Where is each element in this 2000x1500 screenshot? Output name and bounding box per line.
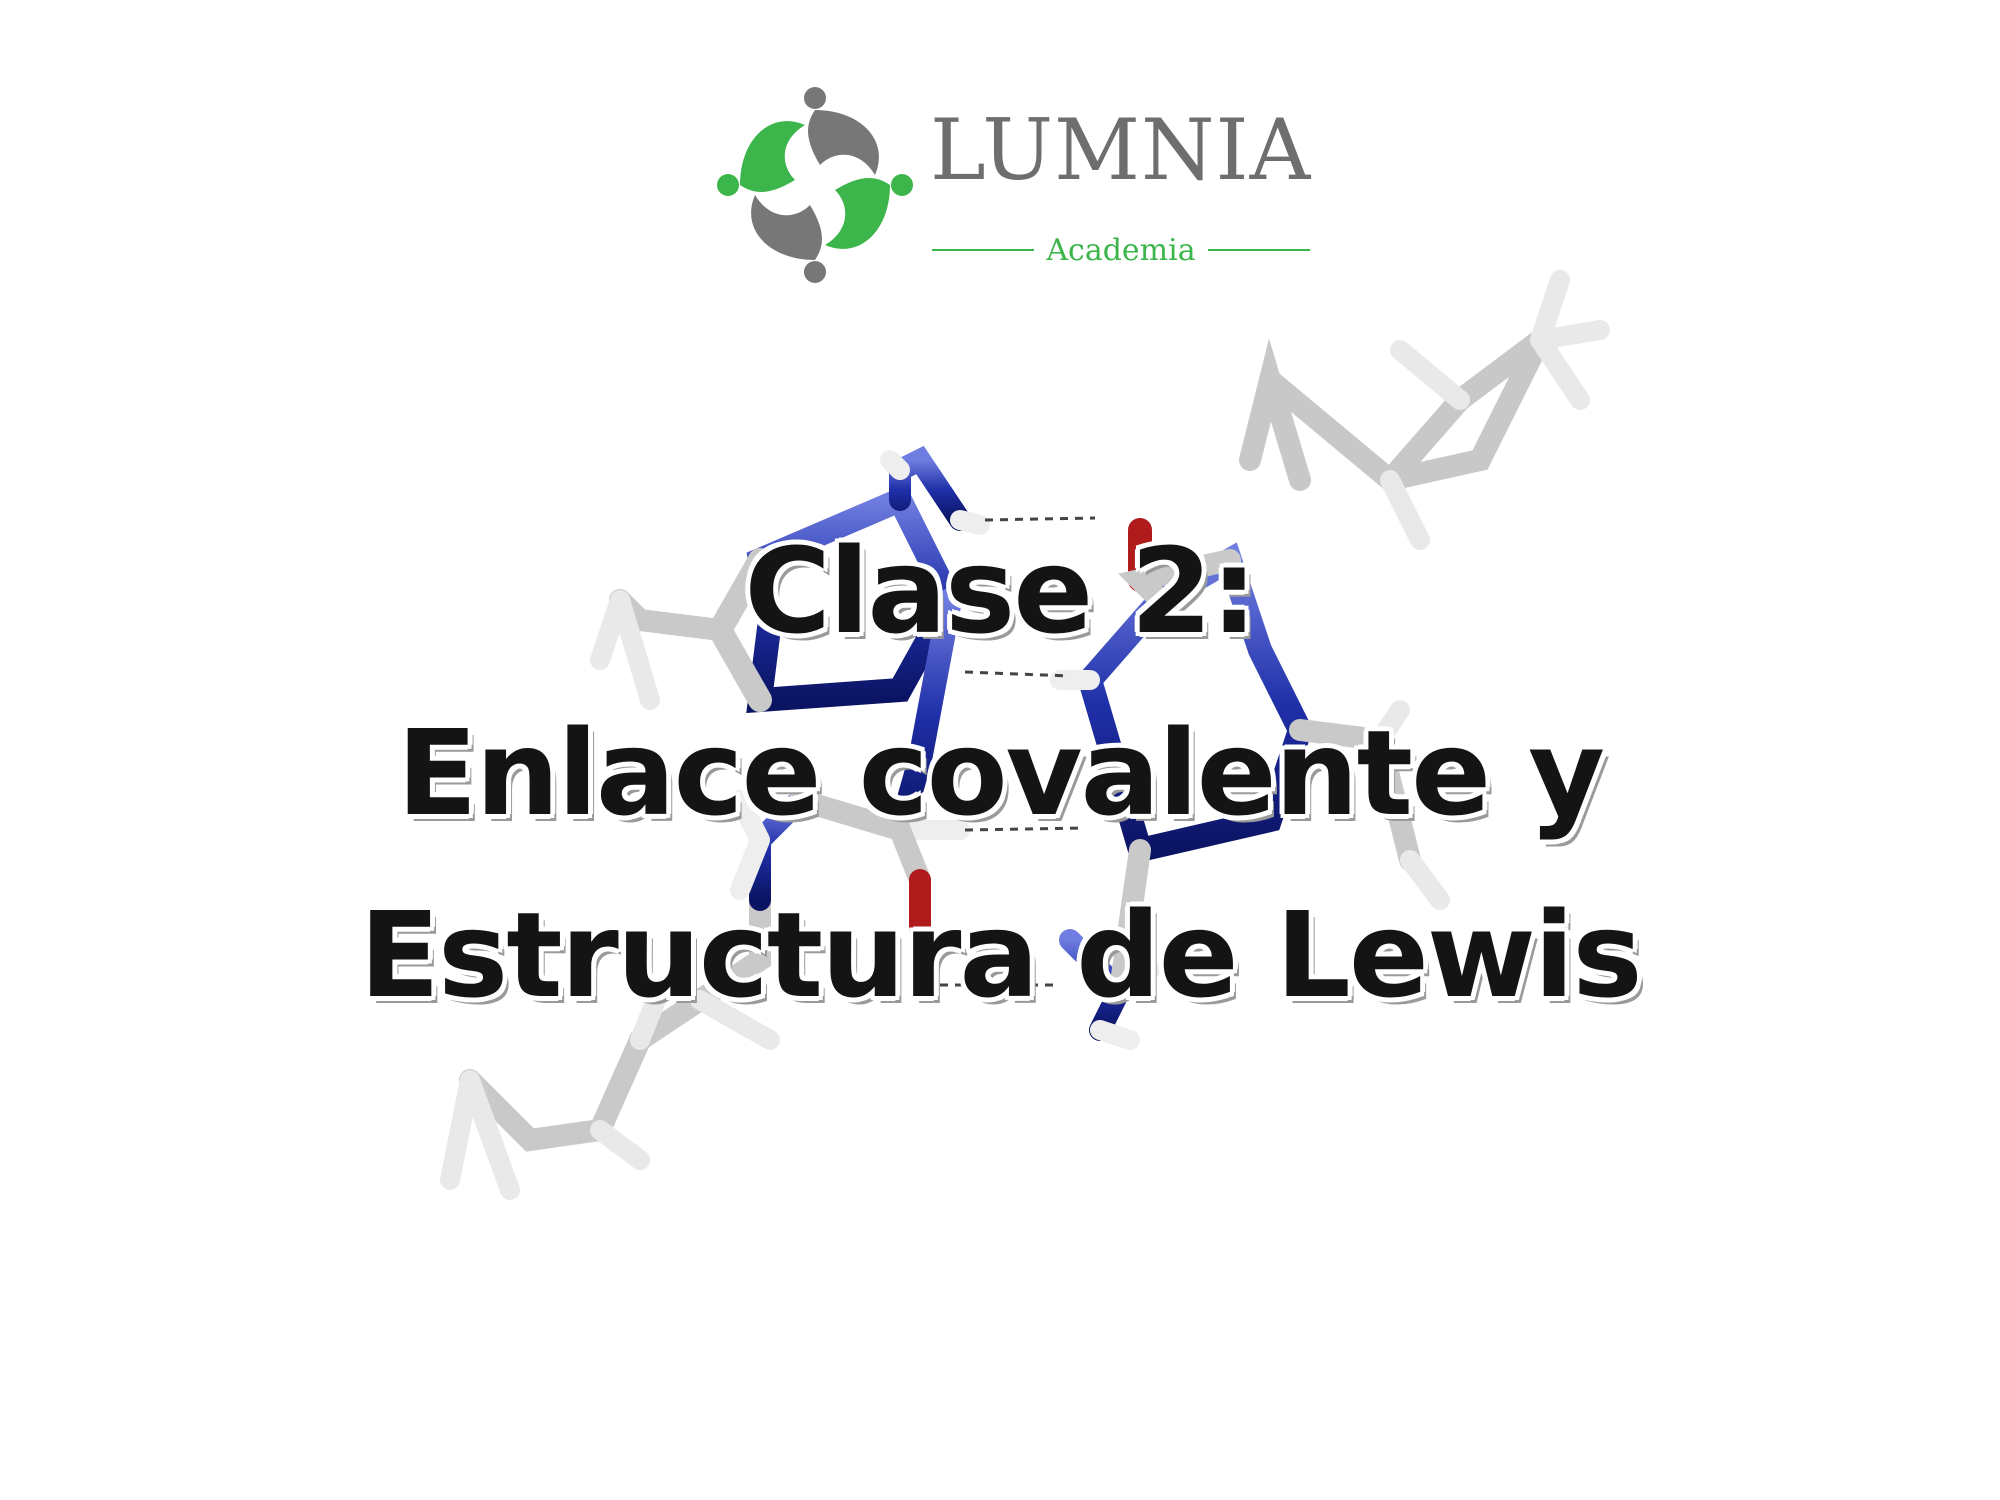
title-line-2: Enlace covalente y [396,704,1604,842]
brand-subtitle: Academia [1046,232,1196,268]
slide-title [0,500,2000,1046]
brand-name: LUMNIA [930,101,1312,199]
title-line-3: Estructura de Lewis [359,886,1641,1024]
title-line-1: Clase 2: [744,522,1256,660]
